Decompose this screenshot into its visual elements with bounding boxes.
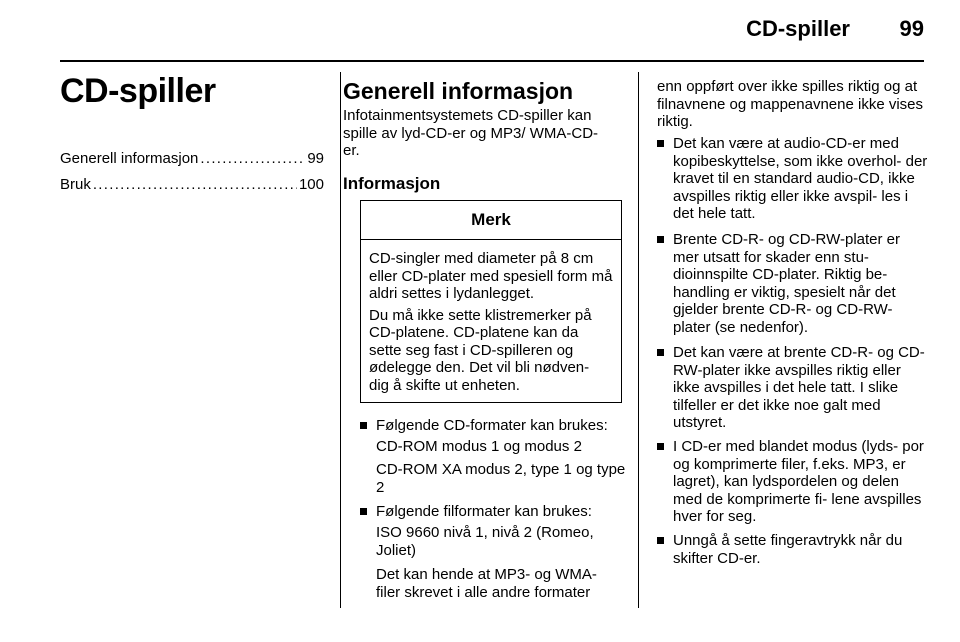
format-item: CD-ROM modus 1 og modus 2	[376, 438, 582, 455]
list-item-text: Det kan være at audio-CD-er med kopibeskyttelse, som ikke overhol- der kravet til en standard audio-CD, ikke avspilles riktig eller ikke avspil- les i det hele tatt.	[673, 135, 928, 222]
bullet-square-icon	[657, 349, 664, 356]
note-paragraph: Du må ikke sette klistremerker på CD-platene. CD-platene kan da sette seg fast i CD-spilleren og ødelegge den. Det vil bli nødven- dig å skifte ut enheten.	[369, 306, 592, 394]
chapter-title: CD-spiller	[60, 72, 216, 110]
sub-heading: Informasjon	[343, 174, 441, 193]
page-number: 99	[899, 16, 924, 41]
intro-paragraph: Infotainmentsystemets CD-spiller kan spille av lyd-CD-er og MP3/ WMA-CD-er.	[343, 107, 599, 159]
bullet-square-icon	[657, 443, 664, 450]
column-divider-right	[638, 72, 639, 608]
list-item-text: Unngå å sette fingeravtrykk når du skifter CD-er.	[673, 532, 903, 567]
format-item: Det kan hende at MP3- og WMA-filer skrevet i alle andre formater	[376, 566, 597, 601]
bullet-square-icon	[360, 508, 367, 515]
format-item: CD-ROM XA modus 2, type 1 og type 2	[376, 461, 626, 496]
header-rule	[60, 60, 924, 62]
list-item-text: Brente CD-R- og CD-RW-plater er mer utsatt for skader enn stu- dioinnspilte CD-plater. Riktig be- handling er viktig, spesielt når det gjelder brente CD-R- og CD-RW- plater (se nedenfor).	[673, 231, 900, 336]
toc-label: Generell informasjon	[60, 150, 199, 167]
column-divider-left	[340, 72, 341, 608]
toc-leader	[93, 176, 297, 193]
toc-entry[interactable]	[60, 176, 324, 193]
bullet-square-icon	[657, 140, 664, 147]
note-title: Merk	[361, 201, 621, 240]
note-paragraph: CD-singler med diameter på 8 cm eller CD-plater med spesiell form må aldri settes i lydanlegget.	[369, 250, 613, 302]
section-title: Generell informasjon	[343, 78, 574, 104]
note-box	[360, 200, 622, 403]
toc-label: Bruk	[60, 176, 91, 193]
list-item-text: Følgende filformater kan brukes:	[376, 503, 592, 520]
continuation-paragraph: enn oppført over ikke spilles riktig og at filnavnene og mappenavnene ikke vises riktig.	[657, 78, 924, 130]
toc-page: 99	[307, 150, 324, 167]
list-item-text: I CD-er med blandet modus (lyds- por og komprimerte filer, f.eks. MP3, er lagret), kan lydspordelen og delen med de komprimerte fi- lene avspilles hver for seg.	[673, 438, 924, 525]
list-item-text: Følgende CD-formater kan brukes:	[376, 417, 608, 434]
bullet-square-icon	[360, 422, 367, 429]
format-item: ISO 9660 nivå 1, nivå 2 (Romeo, Joliet)	[376, 524, 594, 559]
bullet-square-icon	[657, 236, 664, 243]
toc-page: 100	[298, 176, 324, 193]
toc-entry[interactable]	[60, 150, 324, 167]
list-item-text: Det kan være at brente CD-R- og CD-RW-plater ikke avspilles riktig eller ikke avspilles i det hele tatt. I slike tilfeller er det ikke noe galt med utstyret.	[673, 344, 925, 431]
toc-leader	[200, 150, 305, 167]
bullet-square-icon	[657, 537, 664, 544]
running-header-title: CD-spiller	[746, 16, 850, 41]
